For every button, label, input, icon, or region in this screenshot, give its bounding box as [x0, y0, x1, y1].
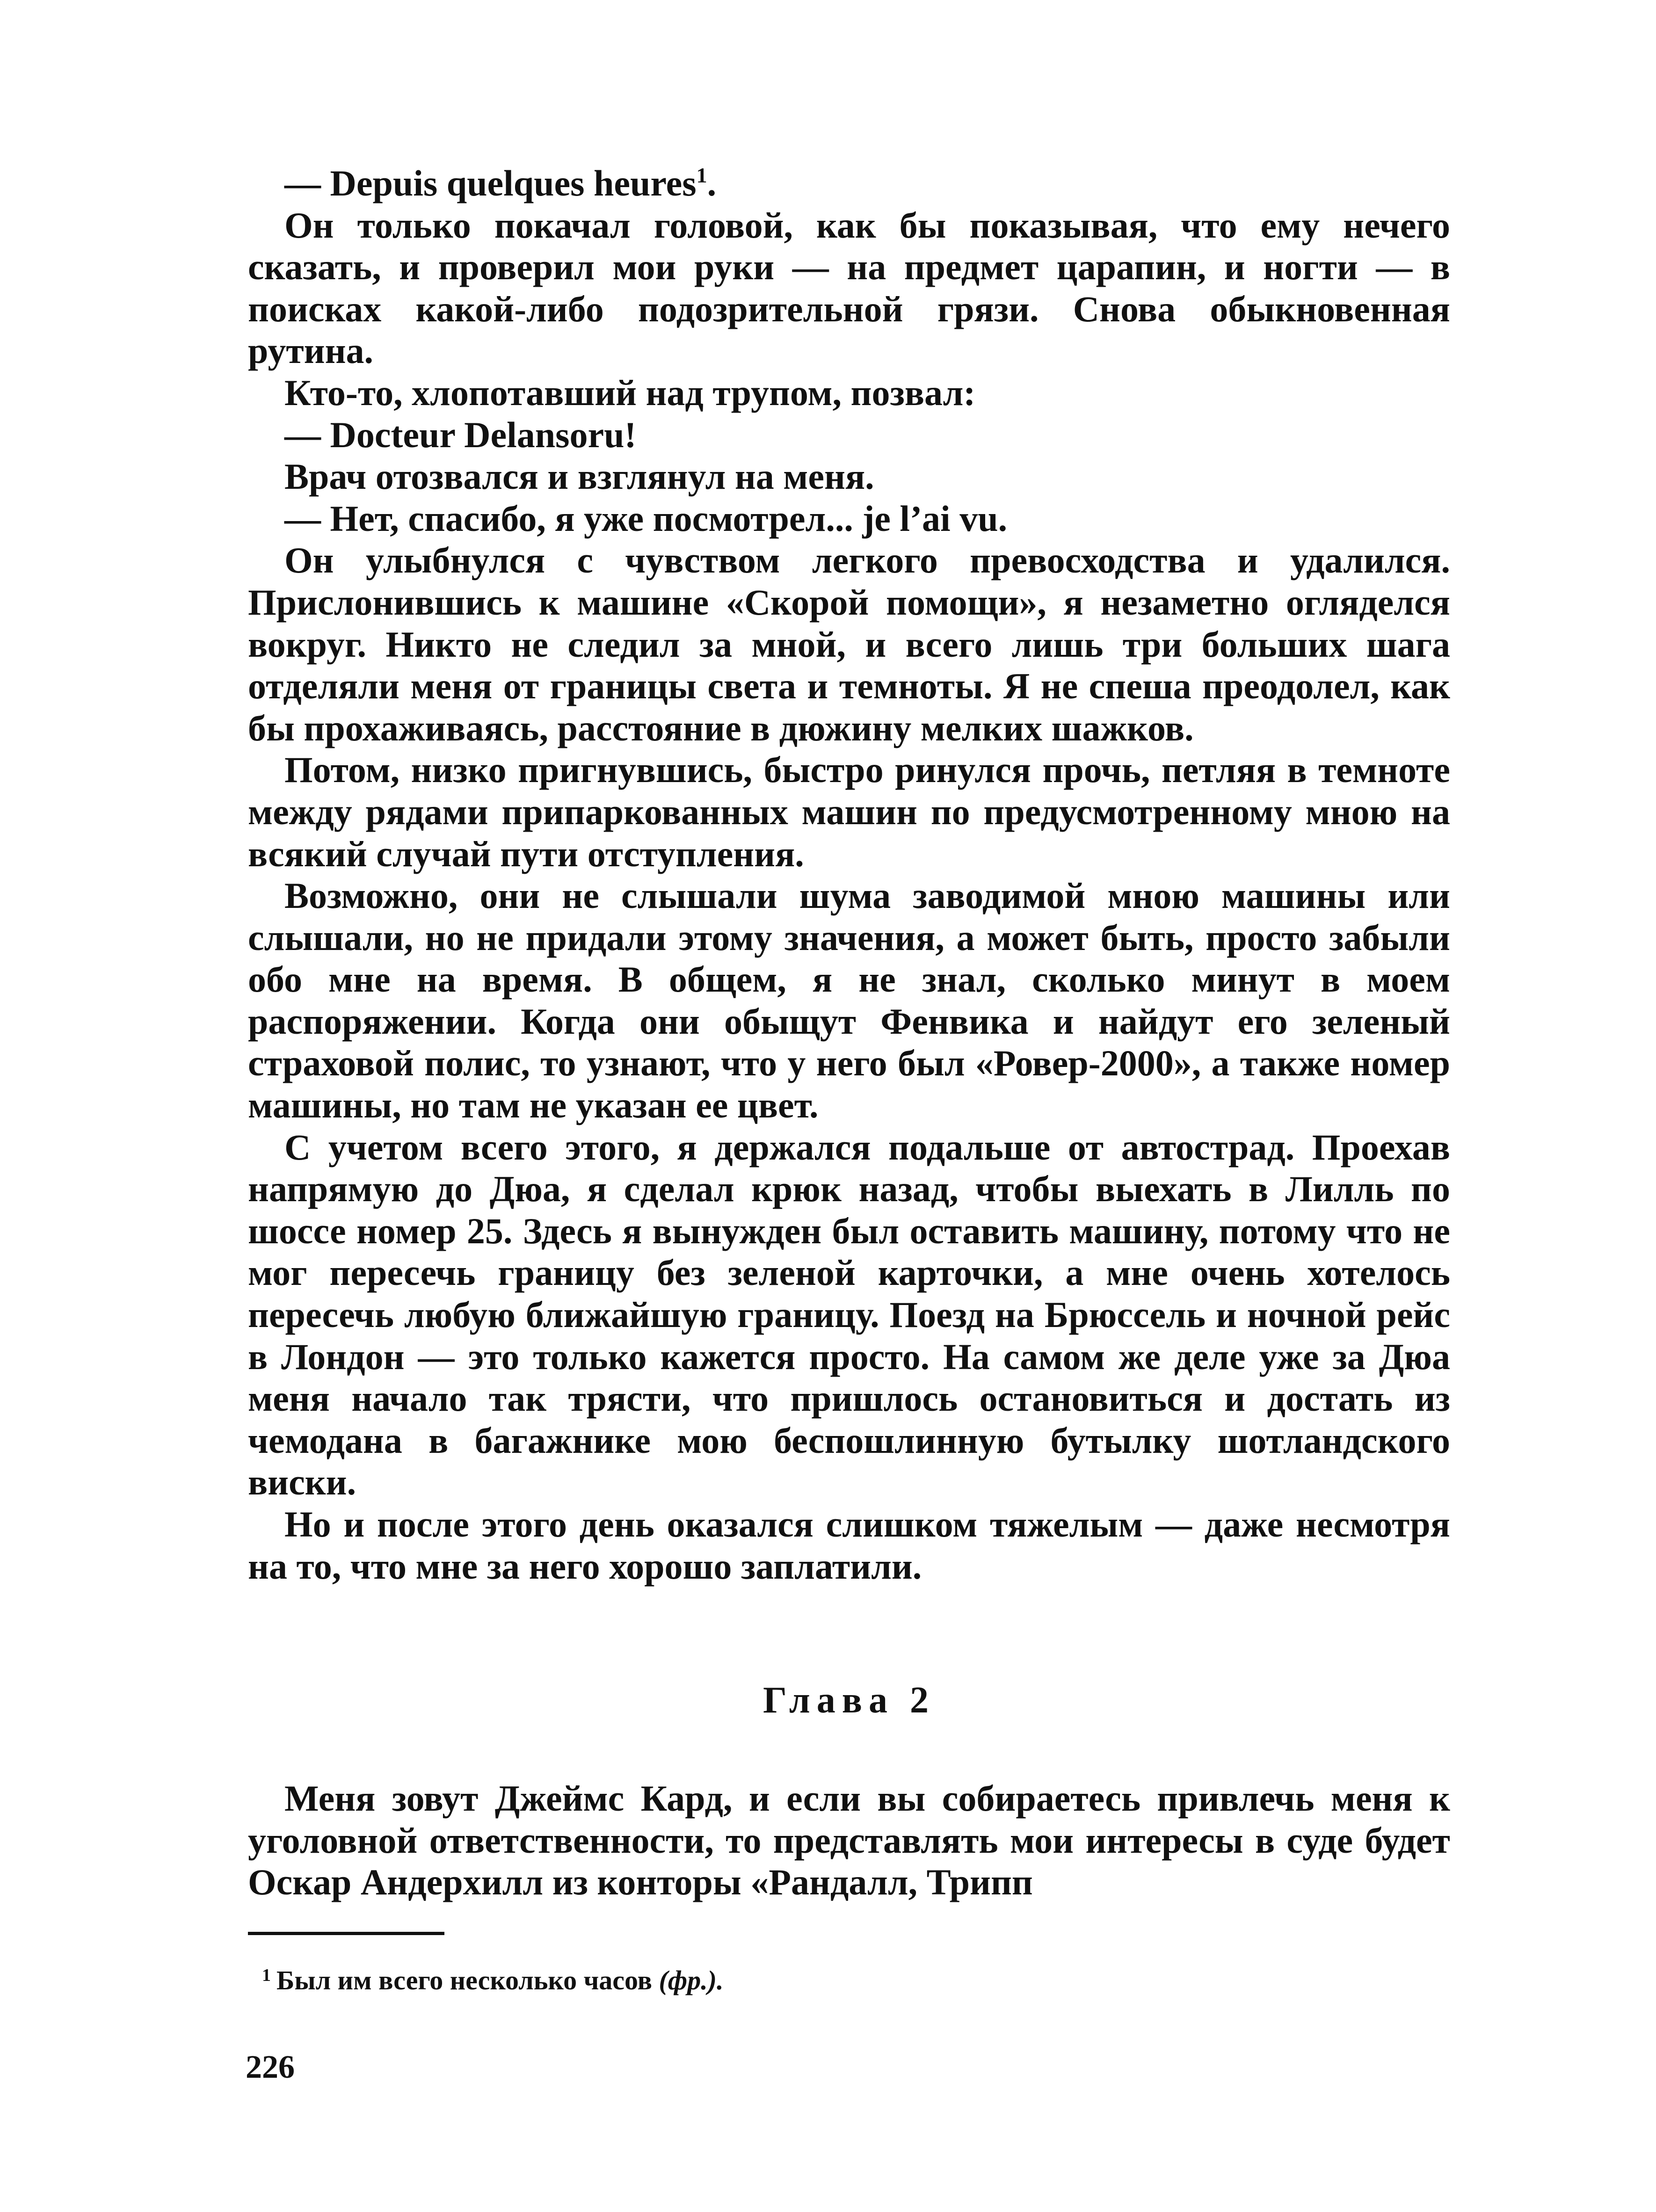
chapter-body: [248, 1777, 1450, 1903]
paragraph: — Docteur Delansoru!: [284, 414, 637, 455]
paragraph: Меня зовут Джеймс Кард, и если вы собираетесь привлечь меня к уголовной ответственности, то представлять мои интересы в суде будет Оскар Андерхилл из конторы «Рандалл, Трипп: [248, 1778, 1450, 1903]
footnote-marker: 1: [696, 163, 707, 187]
paragraph: Кто-то, хлопотавший над трупом, позвал:: [284, 372, 976, 413]
paragraph: Врач отозвался и взглянул на меня.: [284, 456, 874, 497]
chapter-heading: Глава 2: [763, 1680, 935, 1721]
paragraph: Возможно, они не слышали шума заводимой мною машины или слышали, но не придали этому значения, а может быть, просто забыли обо мне на время. В общем, я не знал, сколько минут в моем распоряжении. Когда они обыщут Фенвика и найдут его зеленый страховой полис, то узнают, что у него был «Ровер-2000», а также номер машины, но там не указан ее цвет.: [248, 875, 1450, 1126]
footnote: [262, 1965, 724, 1996]
paragraph-tail: .: [707, 163, 717, 203]
footnote-text: Был им всего несколько часов: [276, 1965, 659, 1995]
paragraph: [248, 154, 1450, 204]
paragraph: Он улыбнулся с чувством легкого превосходства и удалился. Прислонившись к машине «Скорой помощи», я незаметно огляделся вокруг. Никто не следил за мной, и всего лишь три больших шага отделяли меня от границы света и темноты. Я не спеша преодолел, как бы прохаживаясь, расстояние в дюжину мелких шажков.: [248, 540, 1450, 748]
paragraph: — Нет, спасибо, я уже посмотрел... je l’ai vu.: [284, 498, 1008, 539]
page-body: [248, 154, 1450, 1587]
page-number: 226: [246, 2049, 295, 2085]
footnote-divider: [248, 1932, 444, 1935]
footnote-language: (фр.).: [659, 1965, 724, 1995]
paragraph-text: — Depuis quelques heures: [284, 163, 697, 203]
footnote-number: 1: [262, 1965, 271, 1985]
paragraph: С учетом всего этого, я держался подальше от автострад. Проехав напрямую до Дюа, я сделал крюк назад, чтобы выехать в Лилль по шоссе номер 25. Здесь я вынужден был оставить машину, потому что не мог пересечь границу без зеленой карточки, а мне очень хотелось пересечь любую ближайшую границу. Поезд на Брюссель и ночной рейс в Лондон — это только кажется просто. На самом же деле уже за Дюа меня начало так трясти, что пришлось остановиться и достать из чемодана в багажнике мою беспошлинную бутылку шотландского виски.: [248, 1126, 1450, 1503]
paragraph: Но и после этого день оказался слишком тяжелым — даже несмотря на то, что мне за него хорошо заплатили.: [248, 1504, 1450, 1587]
paragraph: Потом, низко пригнувшись, быстро ринулся прочь, петляя в темноте между рядами припаркованных машин по предусмотренному мною на всякий случай пути отступления.: [248, 749, 1450, 874]
paragraph: Он только покачал головой, как бы показывая, что ему нечего сказать, и проверил мои руки — на предмет царапин, и ногти — в поисках какой-либо подозрительной грязи. Снова обыкновенная рутина.: [248, 204, 1450, 371]
